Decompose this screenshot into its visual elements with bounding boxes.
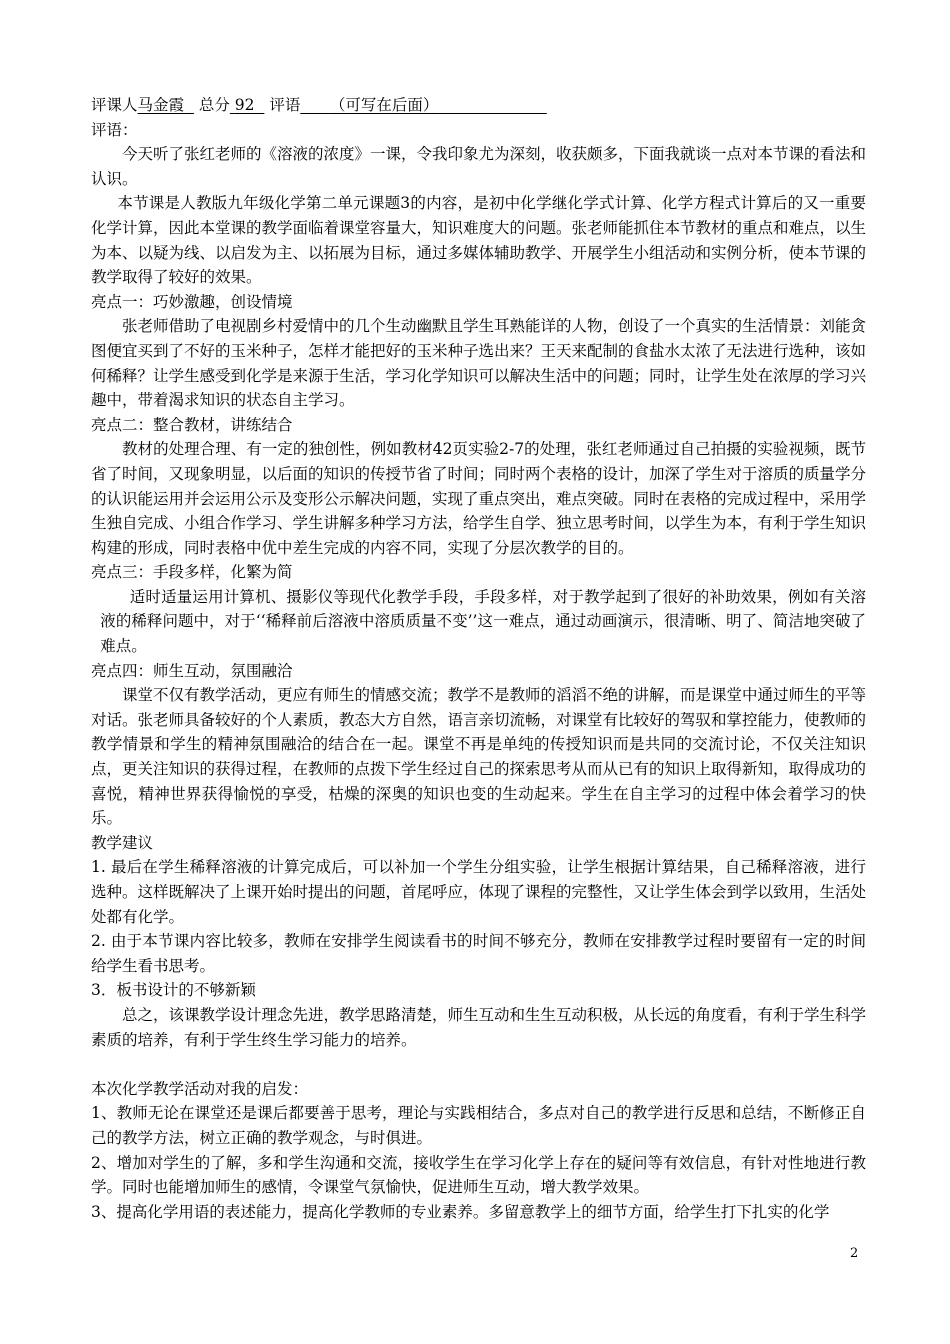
conclusion-paragraph: 总之，该课教学设计理念先进，教学思路清楚，师生互动和生生互动积极，从长远的角度看，有利于学生科学素质的培养，有利于学生终生学习能力的培养。 bbox=[91, 1005, 867, 1049]
document-page bbox=[91, 93, 866, 1224]
highlight-2-title: 亮点二：整合教材，讲练结合 bbox=[91, 415, 293, 434]
comment-note: （可写在后面） bbox=[329, 96, 439, 114]
inspiration-title: 本次化学教学活动对我的启发： bbox=[91, 1079, 309, 1098]
highlight-4-body: 课堂不仅有教学活动，更应有师生的情感交流；教学不是教师的滔滔不绝的讲解，而是课堂中通过师生的平等对话。张老师具备较好的个人素质，教态大方自然，语言亲切流畅，对课堂有比较好的驾驭和掌控能力，使教师的教学情景和学生的精神氛围融洽的结合在一起。课堂不再是单纯的传授知识而是共同的交流讨论，不仅关注知识点，更关注知识的获得过程，在教师的点拨下学生经过自己的探索思考从而从已有的知识上取得新知，取得成功的喜悦，精神世界获得愉悦的享受，枯燥的深奥的知识也变的生动起来。学生在自主学习的过程中体会着学习的快乐。 bbox=[91, 686, 867, 828]
header-line bbox=[91, 93, 866, 118]
intro-paragraph-1: 今天听了张红老师的《溶液的浓度》一课，令我印象尤为深刻，收获颇多，下面我就谈一点对本节课的看法和认识。 bbox=[91, 145, 867, 188]
highlight-1-body: 张老师借助了电视剧乡村爱情中的几个生动幽默且学生耳熟能详的人物，创设了一个真实的生活情景：刘能贪图便宜买到了不好的玉米种子，怎样才能把好的玉米种子选出来？王天来配制的食盐水太浓了无法进行选种，该如何稀释？让学生感受到化学是来源于生活，学习化学知识可以解决生活中的问题；同时，让学生处在浓厚的学习兴趣中，带着渴求知识的状态自主学习。 bbox=[91, 317, 867, 410]
highlight-3-body: 适时适量运用计算机、摄影仪等现代化教学手段，手段多样，对于教学起到了很好的补助效果，例如有关溶液的稀释问题中，对于‘‘稀释前后溶液中溶质质量不变’’这一难点，通过动画演示，很清晰、明了、简洁地突破了难点。 bbox=[100, 587, 866, 656]
score-value: 92 bbox=[234, 96, 255, 114]
highlight-1-title: 亮点一：巧妙激趣，创设情境 bbox=[91, 292, 293, 311]
suggestion-item-2: 2. 由于本节课内容比较多，教师在安排学生阅读看书的时间不够充分，教师在安排教学过程时要留有一定的时间给学生看书思考。 bbox=[91, 932, 866, 975]
reviewer-label: 评课人 bbox=[91, 96, 138, 114]
comment-label: 评语 bbox=[269, 96, 301, 114]
intro-paragraph-2: 本节课是人教版九年级化学第二单元课题3的内容，是初中化学继化学式计算、化学方程式计算后的又一重要化学计算，因此本堂课的教学面临着课堂容量大，知识难度大的问题。张老师能抓住本节教材的重点和难点，以生为本、以疑为线、以启发为主、以拓展为目标，通过多媒体辅助教学、开展学生小组活动和实例分析，使本节课的教学取得了较好的效果。 bbox=[91, 194, 867, 287]
reviewer-name: 马金霞 bbox=[137, 96, 185, 114]
inspiration-item-1: 1、教师无论在课堂还是课后都要善于思考，理论与实践相结合，多点对自己的教学进行反思和总结，不断修正自己的教学方法，树立正确的教学观念，与时俱进。 bbox=[91, 1104, 866, 1147]
suggestion-item-3: 3．板书设计的不够新颖 bbox=[91, 981, 256, 1000]
blank-line bbox=[91, 1052, 866, 1077]
inspiration-item-2: 2、增加对学生的了解，多和学生沟通和交流，接收学生在学习化学上存在的疑问等有效信息，有针对性地进行教学。同时也能增加师生的感情，令课堂气氛愉快，促进师生互动，增大教学效果。 bbox=[91, 1153, 866, 1197]
score-label: 总分 bbox=[198, 96, 230, 114]
highlight-3-title: 亮点三：手段多样，化繁为简 bbox=[91, 563, 293, 582]
suggestion-item-1: 1. 最后在学生稀释溶液的计算完成后，可以补加一个学生分组实验，让学生根据计算结果，自己稀释溶液，进行选种。这样既解决了上课开始时提出的问题，首尾呼应，体现了课程的完整性，又让学生体会到学以致用，生活处处都有化学。 bbox=[91, 858, 867, 926]
highlight-4-title: 亮点四：师生互动，氛围融洽 bbox=[91, 661, 293, 680]
comment-heading: 评语： bbox=[91, 120, 138, 139]
highlight-2-body: 教材的处理合理、有一定的独创性，例如教材42页实验2-7的处理，张红老师通过自己拍摄的实验视频，既节省了时间，又现象明显，以后面的知识的传授节省了时间；同时两个表格的设计，加深了学生对于溶质的质量学分的认识能运用并会运用公示及变形公示解决问题，实现了重点突出，难点突破。同时在表格的完成过程中，采用学生独自完成、小组合作学习、学生讲解多种学习方法，给学生自学、独立思考时间，以学生为本，有利于学生知识构建的形成，同时表格中优中差生完成的内容不同，实现了分层次教学的目的。 bbox=[91, 440, 867, 557]
page-number: 2 bbox=[850, 1246, 859, 1261]
inspiration-item-3: 3、提高化学用语的表述能力，提高化学教师的专业素养。多留意教学上的细节方面，给学生打下扎实的化学 bbox=[91, 1202, 830, 1221]
suggestions-title: 教学建议 bbox=[91, 833, 154, 852]
